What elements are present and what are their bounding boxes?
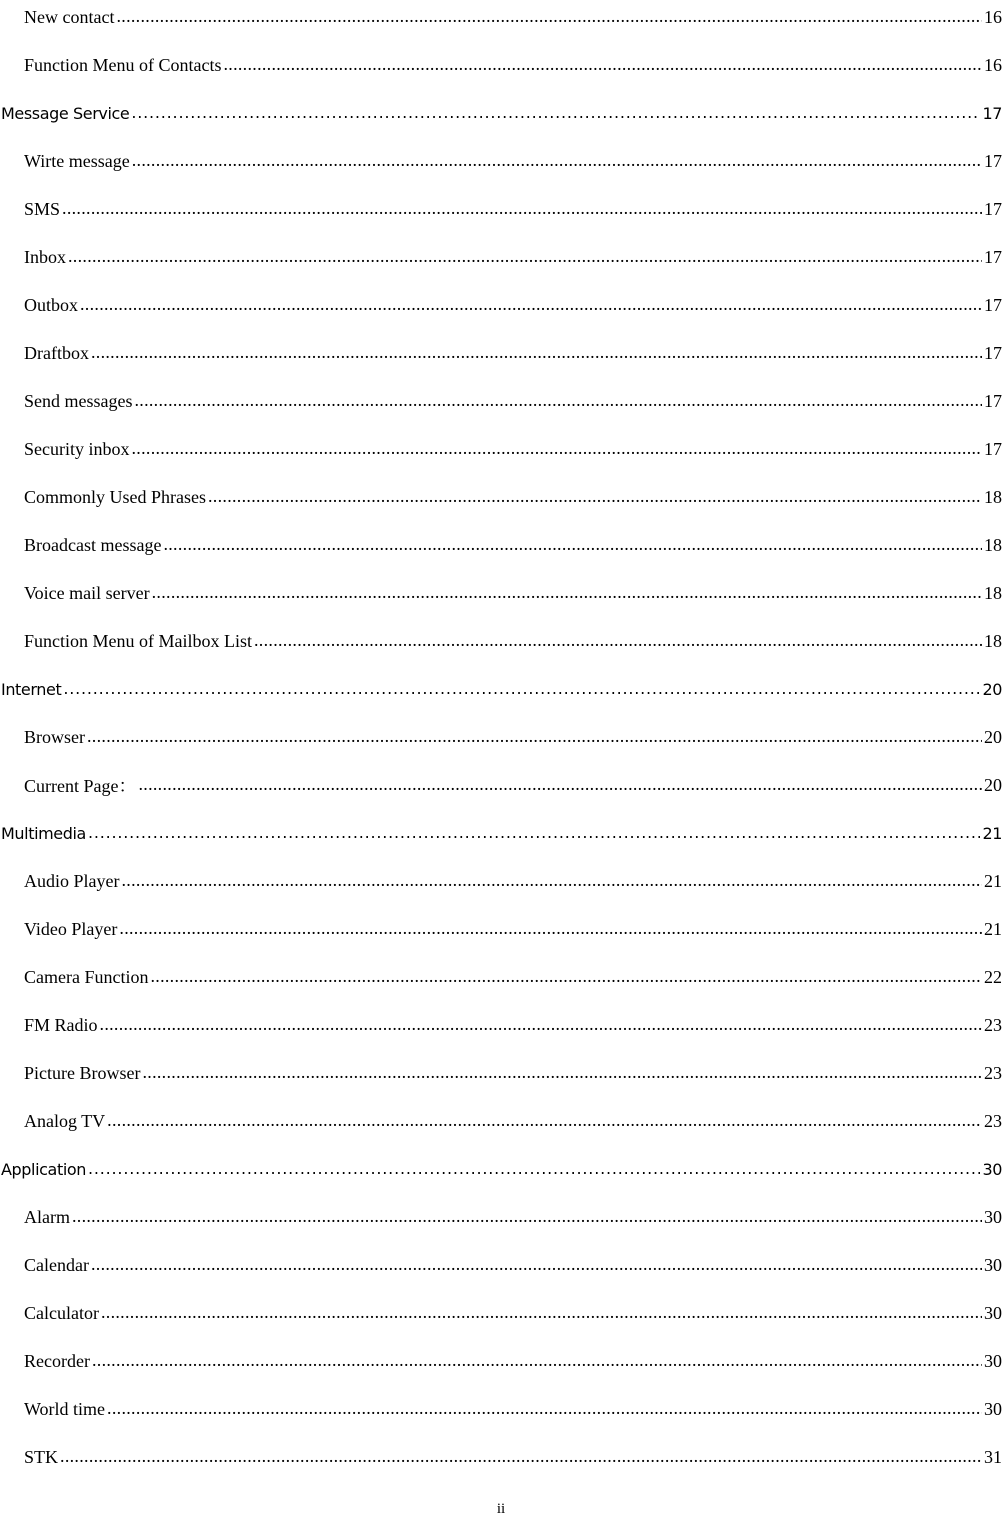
toc-entry-page-number: 21 [982,823,1002,843]
toc-subsection-entry[interactable] [0,1337,1002,1385]
toc-section-entry[interactable] [0,809,1002,857]
toc-subsection-entry[interactable] [0,473,1002,521]
toc-entry-title: Current Page： [24,776,137,796]
toc-subsection-entry[interactable] [0,1049,1002,1097]
toc-subsection-entry[interactable] [0,329,1002,377]
toc-dot-leader [107,1110,982,1132]
toc-entry-title: Function Menu of Mailbox List [24,630,252,651]
toc-entry-title: Voice mail server [24,582,150,603]
toc-subsection-entry[interactable] [0,761,1002,809]
toc-entry-title: Security inbox [24,438,130,459]
toc-entry-title: STK [24,1446,59,1467]
toc-subsection-entry[interactable] [0,1289,1002,1337]
toc-entry-page-number: 17 [982,103,1002,123]
toc-entry-page-number: 23 [984,1110,1002,1131]
toc-entry-page-number: 18 [984,534,1002,555]
toc-entry-title: Picture Browser [24,1062,141,1083]
toc-entry-title: Application [1,1159,86,1179]
toc-entry-title: Outbox [24,294,78,315]
toc-entry-page-number: 30 [984,1350,1002,1371]
toc-entry-page-number: 17 [984,150,1002,171]
toc-entry-page-number: 21 [984,918,1002,939]
toc-entry-page-number: 16 [984,54,1002,75]
toc-subsection-entry[interactable] [0,617,1002,665]
toc-section-entry[interactable] [0,1145,1002,1193]
toc-subsection-entry[interactable] [0,185,1002,233]
toc-dot-leader [87,726,982,748]
toc-entry-page-number: 23 [984,1014,1002,1035]
toc-entry-title: Commonly Used Phrases [24,486,206,507]
toc-entry-title: Analog TV [24,1110,106,1131]
toc-subsection-entry[interactable] [0,569,1002,617]
toc-subsection-entry[interactable] [0,1097,1002,1145]
toc-dot-leader [131,103,980,122]
toc-subsection-entry[interactable] [0,1193,1002,1241]
toc-dot-leader [152,582,982,604]
toc-subsection-entry[interactable] [0,1001,1002,1049]
toc-entry-title: Alarm [24,1206,70,1227]
toc-entry-page-number: 18 [984,486,1002,507]
toc-entry-title: Calculator [24,1302,99,1323]
toc-dot-leader [254,630,982,652]
toc-dot-leader [63,679,980,698]
toc-entry-title: Message Service [1,103,130,123]
toc-entry-title: Calendar [24,1254,89,1275]
toc-entry-title: Broadcast message [24,534,162,555]
toc-entry-page-number: 17 [984,198,1002,219]
toc-entry-title: Wirte message [24,150,130,171]
toc-subsection-entry[interactable] [0,233,1002,281]
toc-dot-leader [134,390,982,412]
toc-entry-page-number: 31 [984,1446,1002,1467]
toc-subsection-entry[interactable] [0,1433,1002,1481]
toc-section-entry[interactable] [0,665,1002,713]
toc-entry-title: Audio Player [24,870,120,891]
toc-entry-page-number: 17 [984,246,1002,267]
toc-dot-leader [132,438,983,460]
toc-subsection-entry[interactable] [0,905,1002,953]
toc-dot-leader [100,1014,982,1036]
toc-subsection-entry[interactable] [0,521,1002,569]
toc-entry-page-number: 20 [982,679,1002,699]
toc-entry-page-number: 23 [984,1062,1002,1083]
toc-entry-title: FM Radio [24,1014,98,1035]
toc-entry-page-number: 21 [984,870,1002,891]
toc-entry-title: Recorder [24,1350,90,1371]
toc-entry-page-number: 30 [982,1159,1002,1179]
toc-dot-leader [223,54,982,76]
toc-subsection-entry[interactable] [0,137,1002,185]
toc-subsection-entry[interactable] [0,1385,1002,1433]
toc-subsection-entry[interactable] [0,1241,1002,1289]
toc-entry-title: Camera Function [24,966,149,987]
toc-subsection-entry[interactable] [0,425,1002,473]
toc-dot-leader [138,774,982,796]
toc-entry-title: World time [24,1398,106,1419]
toc-entry-page-number: 30 [984,1254,1002,1275]
toc-subsection-entry[interactable] [0,41,1002,89]
toc-dot-leader [116,6,982,28]
toc-subsection-entry[interactable] [0,713,1002,761]
toc-entry-page-number: 30 [984,1206,1002,1227]
toc-subsection-entry[interactable] [0,377,1002,425]
toc-entry-page-number: 17 [984,390,1002,411]
toc-entry-page-number: 20 [984,774,1002,795]
toc-entry-page-number: 30 [984,1302,1002,1323]
toc-dot-leader [121,870,982,892]
toc-dot-leader [107,1398,982,1420]
toc-dot-leader [101,1302,982,1324]
toc-entry-title: Multimedia [1,823,86,843]
toc-subsection-entry[interactable] [0,857,1002,905]
toc-subsection-entry[interactable] [0,0,1002,41]
toc-dot-leader [60,1446,982,1468]
toc-dot-leader [119,918,982,940]
toc-entry-title: Function Menu of Contacts [24,54,222,75]
toc-entry-page-number: 17 [984,294,1002,315]
toc-entry-title: Inbox [24,246,66,267]
toc-entry-title: New contact [24,6,115,27]
toc-dot-leader [150,966,982,988]
toc-dot-leader [62,198,982,220]
toc-entry-title: SMS [24,198,61,219]
toc-dot-leader [72,1206,982,1228]
toc-entry-page-number: 18 [984,582,1002,603]
page-number: ii [496,1501,506,1517]
toc-entry-page-number: 20 [984,726,1002,747]
toc-dot-leader [68,246,982,268]
toc-entry-page-number: 16 [984,6,1002,27]
toc-subsection-entry[interactable] [0,281,1002,329]
toc-dot-leader [163,534,982,556]
toc-entry-page-number: 30 [984,1398,1002,1419]
toc-dot-leader [208,486,982,508]
toc-dot-leader [142,1062,982,1084]
toc-dot-leader [91,1254,982,1276]
toc-entry-page-number: 17 [984,438,1002,459]
toc-subsection-entry[interactable] [0,953,1002,1001]
toc-dot-leader [88,1159,980,1178]
toc-entry-title: Browser [24,726,85,747]
toc-entry-title: Draftbox [24,342,89,363]
toc-entry-title: Internet [1,679,62,699]
toc-entry-page-number: 22 [984,966,1002,987]
toc-entry-title: Video Player [24,918,118,939]
toc-section-entry[interactable] [0,89,1002,137]
toc-entry-page-number: 17 [984,342,1002,363]
toc-dot-leader [92,1350,982,1372]
toc-dot-leader [132,150,982,172]
toc-dot-leader [88,823,980,842]
toc-dot-leader [91,342,982,364]
toc-dot-leader [80,294,982,316]
toc-entry-page-number: 18 [984,630,1002,651]
toc-entry-title: Send messages [24,390,133,411]
